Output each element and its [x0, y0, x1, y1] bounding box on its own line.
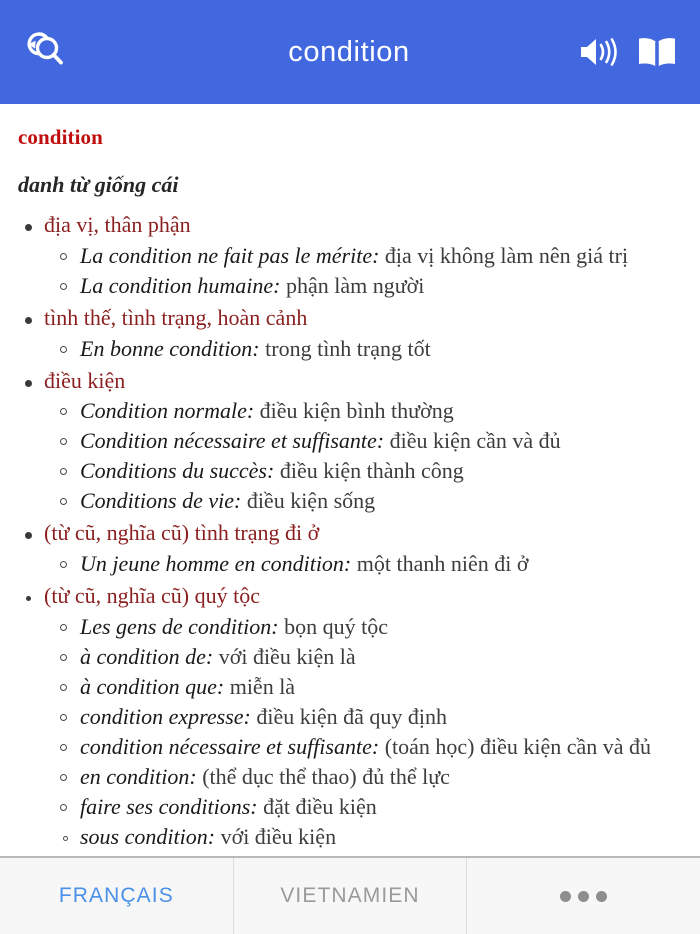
example-source: sous condition:: [80, 823, 221, 849]
example-source: faire ses conditions:: [80, 793, 264, 819]
definition-content[interactable]: [0, 104, 700, 856]
entry-part-of-speech: danh từ giống cái: [18, 172, 179, 198]
example-list: [16, 396, 684, 515]
tab-more-options[interactable]: [467, 858, 700, 934]
example-item: [16, 396, 684, 425]
example-item: [16, 549, 684, 578]
example-source: Un jeune homme en condition:: [80, 550, 357, 576]
example-translation: địa vị không làm nên giá trị: [384, 242, 629, 268]
sense-item: [16, 304, 684, 363]
example-translation: một thanh niên đi ở: [356, 550, 529, 576]
example-translation: điều kiện thành công: [279, 458, 464, 484]
example-translation: đặt điều kiện: [263, 793, 377, 819]
example-translation: điều kiện sống: [246, 488, 376, 514]
tab-francais[interactable]: FRANÇAIS: [0, 858, 234, 934]
example-list: [16, 612, 684, 851]
example-item: [16, 334, 684, 363]
example-source: condition expresse:: [80, 703, 257, 729]
example-translation: điều kiện cần và đủ: [389, 428, 561, 454]
example-item: [16, 426, 684, 455]
example-list: [16, 334, 684, 363]
sense-definition: (từ cũ, nghĩa cũ) tình trạng đi ở: [16, 519, 684, 548]
app-header: [0, 0, 700, 104]
header-left-actions: [20, 29, 140, 75]
example-item: [16, 762, 684, 791]
header-right-actions: [558, 35, 678, 69]
example-source: Les gens de condition:: [80, 613, 285, 639]
language-tab-bar: [0, 856, 700, 934]
example-source: en condition:: [80, 763, 203, 789]
example-source: Conditions du succès:: [80, 458, 280, 484]
sense-list: [16, 211, 684, 850]
tab-vietnamien[interactable]: VIETNAMIEN: [234, 858, 468, 934]
example-source: à condition que:: [80, 673, 230, 699]
example-translation: miễn là: [229, 673, 296, 699]
example-source: La condition ne fait pas le mérite:: [80, 242, 385, 268]
sense-item: [16, 211, 684, 300]
example-list: [16, 549, 684, 578]
example-translation: (toán học) điều kiện cần và đủ: [384, 733, 652, 759]
example-source: condition nécessaire et suffisante:: [80, 733, 385, 759]
more-dots-icon: [560, 891, 607, 902]
example-item: [16, 612, 684, 641]
example-translation: với điều kiện: [220, 823, 337, 849]
example-item: [16, 822, 684, 851]
example-item: [16, 486, 684, 515]
example-item: [16, 271, 684, 300]
example-item: [16, 792, 684, 821]
example-source: La condition humaine:: [80, 272, 286, 298]
example-translation: trong tình trạng tốt: [265, 335, 431, 361]
example-source: Conditions de vie:: [80, 488, 247, 514]
example-source: Condition nécessaire et suffisante:: [80, 428, 390, 454]
sense-item: [16, 582, 684, 851]
example-item: [16, 672, 684, 701]
search-history-icon[interactable]: [20, 29, 66, 75]
sense-definition: điều kiện: [16, 367, 684, 396]
example-translation: điều kiện đã quy định: [256, 703, 447, 729]
example-translation: điều kiện bình thường: [259, 398, 454, 424]
book-icon[interactable]: [636, 35, 678, 69]
example-translation: bọn quý tộc: [284, 613, 388, 639]
example-source: Condition normale:: [80, 398, 260, 424]
example-list: [16, 241, 684, 300]
speaker-icon[interactable]: [578, 35, 618, 69]
example-item: [16, 241, 684, 270]
example-item: [16, 456, 684, 485]
example-source: En bonne condition:: [80, 335, 266, 361]
sense-definition: (từ cũ, nghĩa cũ) quý tộc: [16, 582, 684, 611]
example-item: [16, 642, 684, 671]
example-source: à condition de:: [80, 643, 219, 669]
page-title: condition: [288, 37, 410, 67]
sense-item: [16, 519, 684, 578]
entry-headword: condition: [18, 125, 103, 149]
sense-item: [16, 367, 684, 516]
sense-definition: tình thế, tình trạng, hoàn cảnh: [16, 304, 684, 333]
example-translation: (thể dục thể thao) đủ thể lực: [202, 763, 450, 789]
example-translation: với điều kiện là: [218, 643, 356, 669]
example-item: [16, 702, 684, 731]
example-translation: phận làm người: [285, 272, 425, 298]
example-item: [16, 732, 684, 761]
sense-definition: địa vị, thân phận: [16, 211, 684, 240]
